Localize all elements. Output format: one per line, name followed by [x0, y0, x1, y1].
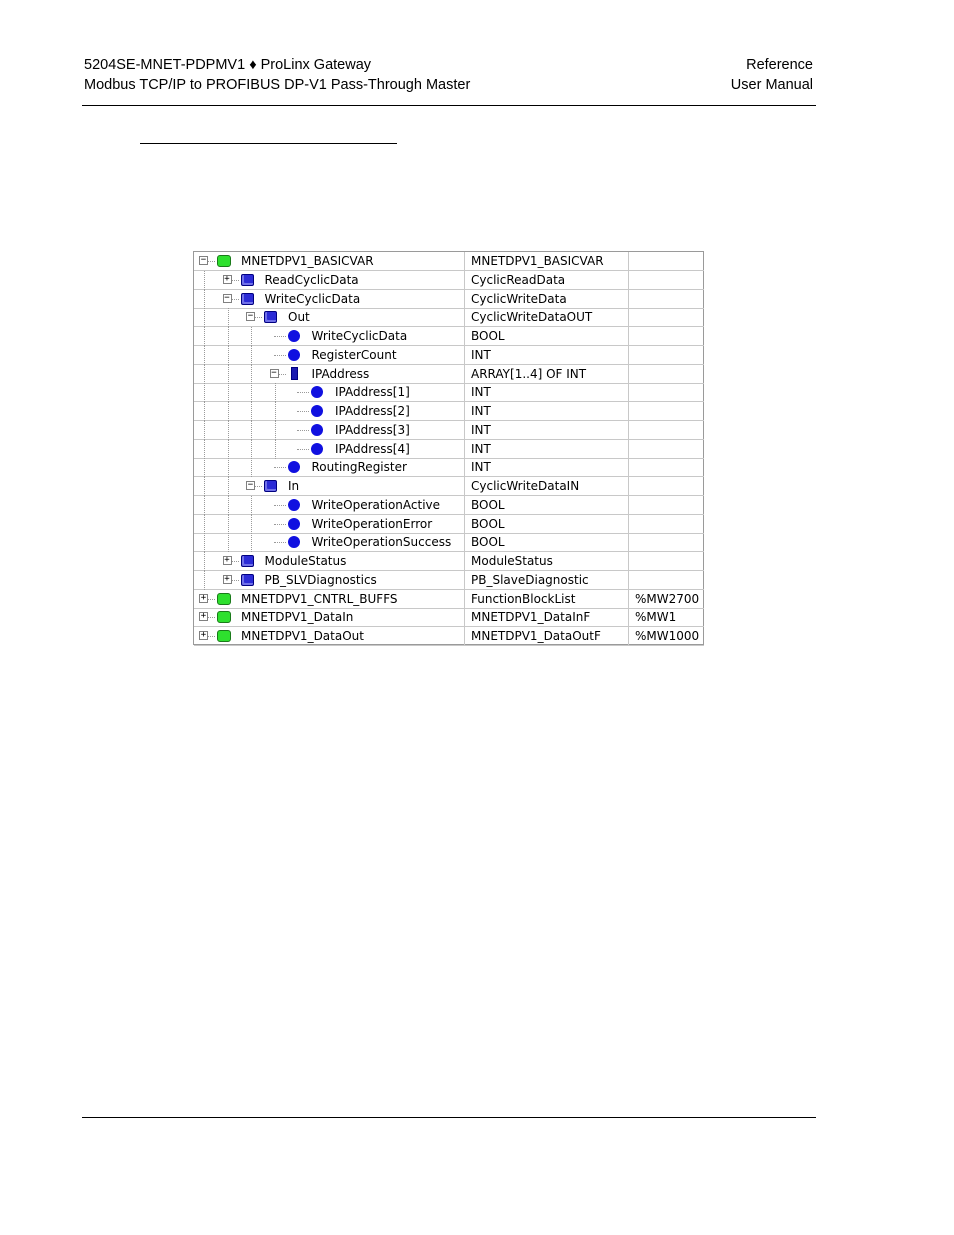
tree-guide-line: [228, 533, 229, 552]
blue-dot-icon: [288, 461, 300, 473]
tree-guide-line: [204, 327, 205, 346]
tree-item-type: BOOL: [471, 497, 505, 512]
tree-cell-address: [629, 590, 704, 609]
tree-cell-name[interactable]: [194, 458, 465, 477]
blue-cube-icon: [241, 555, 254, 567]
tree-item-type: CyclicWriteData: [471, 291, 567, 306]
tree-cell-name[interactable]: [194, 496, 465, 515]
tree-cell-address: [629, 365, 704, 384]
tree-item-name[interactable]: MNETDPV1_BASICVAR: [241, 254, 374, 268]
array-icon: [291, 367, 298, 380]
tree-connector-line: [274, 355, 286, 356]
tree-row[interactable]: [194, 552, 704, 571]
tree-cell-name[interactable]: [194, 608, 465, 627]
expand-icon[interactable]: +: [200, 630, 207, 640]
tree-item-name[interactable]: WriteCyclicData: [264, 291, 361, 306]
tree-item-name[interactable]: RegisterCount: [311, 347, 397, 362]
tree-guide-line: [204, 440, 205, 459]
tree-cell-type: [465, 402, 629, 421]
header-left: [84, 55, 470, 95]
tree-cell-address: [629, 515, 704, 534]
tree-cell-address: [629, 346, 704, 365]
tree-guide-line: [251, 365, 252, 384]
tree-row[interactable]: [194, 365, 704, 384]
tree-guide-line: [251, 533, 252, 552]
tree-guide-line: [204, 533, 205, 552]
tree-cell-type: [465, 421, 629, 440]
tree-item-name[interactable]: In: [288, 479, 300, 493]
collapse-icon[interactable]: −: [200, 255, 207, 265]
tree-guide-line: [251, 440, 252, 459]
tree-connector-line: [274, 524, 286, 525]
tree-cell-type: [465, 552, 629, 571]
tree-guide-line: [251, 421, 252, 440]
tree-connector-line: [297, 411, 309, 412]
tree-guide-line: [228, 327, 229, 346]
tree-item-type: BOOL: [471, 329, 505, 343]
tree-item-name[interactable]: IPAddress: [311, 366, 370, 381]
tree-guide-line: [204, 515, 205, 534]
tree-cell-type: [465, 327, 629, 346]
tree-connector-line: [274, 336, 286, 337]
tree-guide-line: [251, 515, 252, 534]
tree-cell-name[interactable]: [194, 477, 465, 496]
tree-cell-name[interactable]: [194, 271, 465, 290]
tree-cell-address: [629, 571, 704, 590]
tree-guide-line: [204, 290, 205, 309]
tree-item-type: CyclicReadData: [471, 272, 566, 287]
tree-guide-line: [228, 383, 229, 402]
variable-tree-view[interactable]: [193, 251, 704, 645]
tree-guide-line: [228, 346, 229, 365]
tree-guide-line: [228, 477, 229, 496]
tree-connector-line: [297, 430, 309, 431]
tree-connector-line: [274, 542, 286, 543]
tree-cell-type: [465, 590, 629, 609]
blue-cube-icon: [264, 480, 277, 492]
tree-cell-type: [465, 533, 629, 552]
tree-row[interactable]: [194, 627, 704, 646]
tree-row[interactable]: [194, 308, 704, 327]
tree-guide-line: [251, 402, 252, 421]
tree-item-type: MNETDPV1_DataInF: [471, 610, 591, 625]
tree-row[interactable]: [194, 252, 704, 271]
expand-icon[interactable]: +: [224, 555, 230, 565]
tree-cell-address: [629, 627, 704, 646]
tree-item-name[interactable]: MNETDPV1_DataOut: [241, 629, 364, 643]
tree-item-name[interactable]: WriteCyclicData: [311, 329, 408, 343]
tree-cell-address: [629, 552, 704, 571]
section-heading-rule: [140, 143, 397, 144]
blue-dot-icon: [311, 386, 323, 398]
tree-row[interactable]: [194, 496, 704, 515]
tree-item-type: BOOL: [471, 516, 505, 531]
tree-guide-line: [228, 440, 229, 459]
tree-cell-type: [465, 571, 629, 590]
tree-cell-name[interactable]: [194, 552, 465, 571]
tree-cell-type: [465, 458, 629, 477]
tree-item-name[interactable]: IPAddress[3]: [335, 422, 410, 437]
tree-item-type: INT: [471, 460, 491, 475]
tree-guide-line: [204, 496, 205, 515]
tree-cell-name[interactable]: [194, 590, 465, 609]
header-right: [731, 55, 813, 95]
blue-cube-icon: [264, 311, 277, 323]
tree-cell-type: [465, 608, 629, 627]
header-product-subtitle: Modbus TCP/IP to PROFIBUS DP-V1 Pass-Through Master: [84, 77, 471, 93]
tree-guide-line: [228, 402, 229, 421]
blue-cube-icon: [241, 274, 254, 286]
tree-item-type: INT: [471, 441, 491, 456]
tree-cell-address: [629, 496, 704, 515]
tree-cell-type: [465, 627, 629, 646]
tree-row[interactable]: [194, 515, 704, 534]
tree-guide-line: [228, 365, 229, 384]
tree-cell-type: [465, 271, 629, 290]
tree-item-name[interactable]: WriteOperationActive: [311, 497, 441, 512]
tree-cell-name[interactable]: [194, 627, 465, 646]
tree-row[interactable]: [194, 571, 704, 590]
tree-item-address: %MW2700: [635, 591, 700, 606]
tree-cell-address: [629, 252, 704, 271]
tree-cell-name[interactable]: [194, 515, 465, 534]
tree-cell-name[interactable]: [194, 402, 465, 421]
tree-guide-line: [251, 327, 252, 346]
tree-guide-line: [204, 458, 205, 477]
tree-cell-type: [465, 346, 629, 365]
tree-item-name[interactable]: WriteOperationError: [311, 516, 433, 531]
tree-cell-address: [629, 533, 704, 552]
tree-guide-line: [275, 440, 276, 459]
header-section: Reference: [746, 57, 813, 73]
expand-icon[interactable]: +: [200, 592, 207, 603]
tree-row[interactable]: [194, 383, 704, 402]
tree-cell-type: [465, 383, 629, 402]
blue-dot-icon: [288, 518, 300, 530]
tree-item-type: ModuleStatus: [471, 554, 553, 568]
tree-guide-line: [228, 458, 229, 477]
tree-cell-address: [629, 327, 704, 346]
tree-cell-address: [629, 458, 704, 477]
tree-cell-name[interactable]: [194, 308, 465, 327]
header-divider: [82, 105, 816, 106]
green-variable-icon: [217, 255, 231, 267]
expand-icon[interactable]: +: [200, 611, 207, 622]
green-variable-icon: [217, 630, 231, 642]
green-variable-icon: [217, 611, 231, 623]
expand-icon[interactable]: +: [224, 273, 230, 284]
tree-guide-line: [275, 383, 276, 402]
tree-row[interactable]: [194, 590, 704, 609]
collapse-icon[interactable]: −: [224, 292, 230, 303]
tree-guide-line: [204, 271, 205, 290]
collapse-icon[interactable]: −: [271, 367, 277, 378]
tree-cell-type: [465, 477, 629, 496]
tree-item-name[interactable]: MNETDPV1_CNTRL_BUFFS: [241, 591, 398, 606]
tree-guide-line: [228, 308, 229, 327]
collapse-icon[interactable]: −: [247, 480, 254, 490]
tree-item-type: CyclicWriteDataIN: [471, 479, 580, 493]
tree-guide-line: [204, 571, 205, 590]
tree-row[interactable]: [194, 327, 704, 346]
tree-item-type: BOOL: [471, 535, 505, 550]
tree-item-name[interactable]: ModuleStatus: [264, 554, 347, 568]
tree-guide-line: [251, 458, 252, 477]
blue-cube-icon: [241, 293, 254, 305]
tree-item-name[interactable]: WriteOperationSuccess: [311, 535, 452, 550]
header-product-title: 5204SE-MNET-PDPMV1 ♦ ProLinx Gateway: [84, 57, 372, 73]
tree-item-type: INT: [471, 347, 491, 362]
tree-guide-line: [251, 496, 252, 515]
tree-guide-line: [204, 346, 205, 365]
tree-item-address: %MW1000: [635, 629, 700, 643]
tree-guide-line: [251, 383, 252, 402]
tree-item-name[interactable]: ReadCyclicData: [264, 272, 359, 287]
tree-cell-name[interactable]: [194, 533, 465, 552]
tree-row[interactable]: [194, 608, 704, 627]
tree-row[interactable]: [194, 477, 704, 496]
tree-cell-address: [629, 383, 704, 402]
tree-cell-type: [465, 308, 629, 327]
tree-cell-address: [629, 290, 704, 309]
tree-item-name[interactable]: PB_SLVDiagnostics: [264, 572, 377, 587]
tree-row[interactable]: [194, 290, 704, 309]
tree-cell-name[interactable]: [194, 252, 465, 271]
tree-item-type: INT: [471, 385, 491, 400]
tree-guide-line: [204, 402, 205, 421]
expand-icon[interactable]: +: [224, 573, 230, 584]
tree-item-name[interactable]: RoutingRegister: [311, 460, 407, 475]
tree-item-name[interactable]: MNETDPV1_DataIn: [241, 610, 354, 625]
tree-connector-line: [297, 392, 309, 393]
tree-guide-line: [204, 308, 205, 327]
tree-guide-line: [228, 515, 229, 534]
blue-dot-icon: [288, 349, 300, 361]
tree-row[interactable]: [194, 458, 704, 477]
tree-cell-type: [465, 440, 629, 459]
tree-cell-name[interactable]: [194, 365, 465, 384]
tree-row[interactable]: [194, 533, 704, 552]
tree-row[interactable]: [194, 440, 704, 459]
tree-cell-address: [629, 308, 704, 327]
tree-cell-type: [465, 365, 629, 384]
tree-item-name[interactable]: IPAddress[4]: [335, 441, 410, 456]
tree-connector-line: [297, 449, 309, 450]
tree-guide-line: [204, 552, 205, 571]
tree-cell-name[interactable]: [194, 440, 465, 459]
tree-item-type: MNETDPV1_DataOutF: [471, 629, 601, 643]
tree-connector-line: [274, 467, 286, 468]
tree-cell-address: [629, 608, 704, 627]
blue-dot-icon: [288, 499, 300, 511]
tree-cell-name[interactable]: [194, 290, 465, 309]
tree-item-type: INT: [471, 422, 491, 437]
tree-cell-type: [465, 290, 629, 309]
tree-cell-address: [629, 402, 704, 421]
tree-cell-type: [465, 496, 629, 515]
tree-guide-line: [275, 402, 276, 421]
tree-guide-line: [204, 477, 205, 496]
tree-item-name[interactable]: IPAddress[1]: [335, 385, 410, 400]
tree-row[interactable]: [194, 346, 704, 365]
tree-cell-name[interactable]: [194, 327, 465, 346]
tree-guide-line: [204, 421, 205, 440]
tree-item-type: INT: [471, 404, 491, 418]
tree-guide-line: [204, 383, 205, 402]
tree-cell-address: [629, 271, 704, 290]
tree-item-address: %MW1: [635, 610, 677, 625]
tree-cell-type: [465, 515, 629, 534]
tree-guide-line: [275, 421, 276, 440]
tree-guide-line: [204, 365, 205, 384]
tree-cell-name[interactable]: [194, 346, 465, 365]
tree-row[interactable]: [194, 271, 704, 290]
blue-dot-icon: [288, 536, 300, 548]
tree-cell-name[interactable]: [194, 383, 465, 402]
tree-cell-address: [629, 421, 704, 440]
green-variable-icon: [217, 593, 231, 605]
tree-cell-address: [629, 477, 704, 496]
header-doc-type: User Manual: [730, 77, 813, 93]
tree-cell-name[interactable]: [194, 571, 465, 590]
blue-dot-icon: [311, 424, 323, 436]
blue-dot-icon: [311, 443, 323, 455]
collapse-icon[interactable]: −: [247, 311, 254, 322]
tree-item-type: ARRAY[1..4] OF INT: [471, 366, 587, 381]
tree-row[interactable]: [194, 421, 704, 440]
tree-item-type: PB_SlaveDiagnostic: [471, 572, 589, 587]
tree-cell-address: [629, 440, 704, 459]
blue-dot-icon: [288, 330, 300, 342]
tree-guide-line: [228, 496, 229, 515]
tree-cell-type: [465, 252, 629, 271]
tree-item-type: CyclicWriteDataOUT: [471, 310, 593, 325]
tree-cell-name[interactable]: [194, 421, 465, 440]
tree-item-type: MNETDPV1_BASICVAR: [471, 254, 604, 268]
tree-guide-line: [251, 346, 252, 365]
footer-divider: [82, 1117, 816, 1118]
blue-dot-icon: [311, 405, 323, 417]
tree-guide-line: [228, 421, 229, 440]
blue-cube-icon: [241, 574, 254, 586]
tree-item-name[interactable]: Out: [288, 310, 310, 325]
tree-connector-line: [274, 505, 286, 506]
tree-row[interactable]: [194, 402, 704, 421]
tree-item-name[interactable]: IPAddress[2]: [335, 404, 410, 418]
tree-item-type: FunctionBlockList: [471, 591, 576, 606]
